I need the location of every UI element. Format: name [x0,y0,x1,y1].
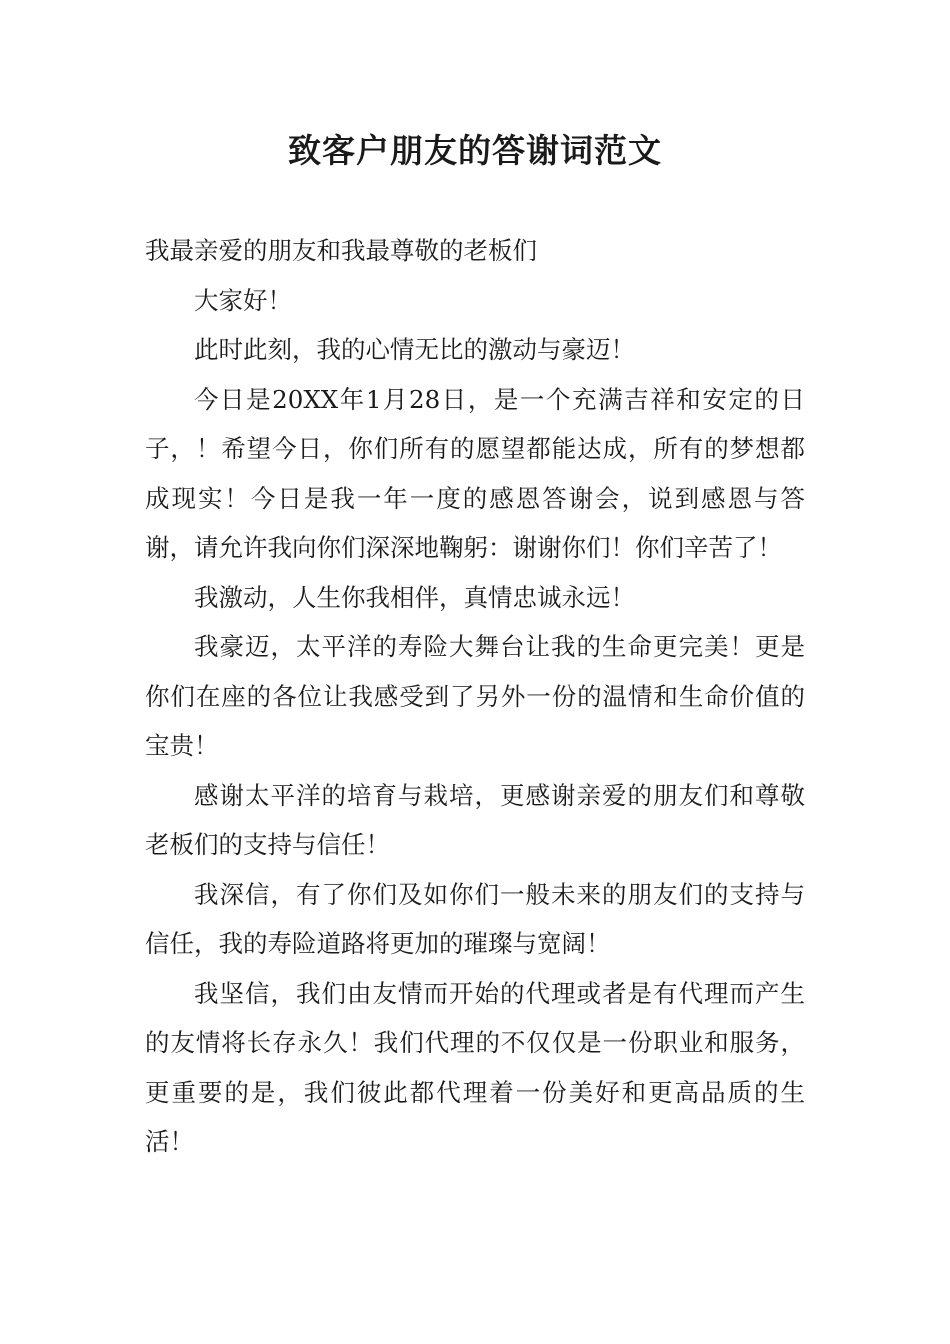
document-title: 致客户朋友的答谢词范文 [288,131,662,170]
paragraph-excited: 我激动，人生你我相伴，真情忠诚永远！ [194,582,635,612]
salutation: 我最亲爱的朋友和我最尊敬的老板们 [145,236,537,265]
paragraph-greeting: 大家好！ [194,285,292,315]
paragraph-believe: 我深信，有了你们及如你们一般未来的朋友们的支持与信任，我的寿险道路将更加的璀璨与宽阔！ [145,879,805,958]
document-body [145,226,805,1167]
paragraph-feeling: 此时此刻，我的心情无比的激动与豪迈！ [194,335,635,364]
paragraph-thanks: 感谢太平洋的培育与栽培，更感谢亲爱的朋友们和尊敬老板们的支持与信任！ [145,780,805,859]
paragraph-proud: 我豪迈，太平洋的寿险大舞台让我的生命更完美！更是你们在座的各位让我感受到了另外一份的温情和生命价值的宝贵！ [145,632,805,760]
paragraph-convinced: 我坚信，我们由友情而开始的代理或者是有代理而产生的友情将长存永久！我们代理的不仅仅是一份职业和服务，更重要的是，我们彼此都代理着一份美好和更高品质的生活！ [145,978,805,1156]
paragraph-date: 今日是20XX年1月28日，是一个充满吉祥和安定的日子，！希望今日，你们所有的愿望都能达成，所有的梦想都成现实！今日是我一年一度的感恩答谢会，说到感恩与答谢，请允许我向你们深深地鞠躬：谢谢你们！你们辛苦了！ [145,384,805,562]
